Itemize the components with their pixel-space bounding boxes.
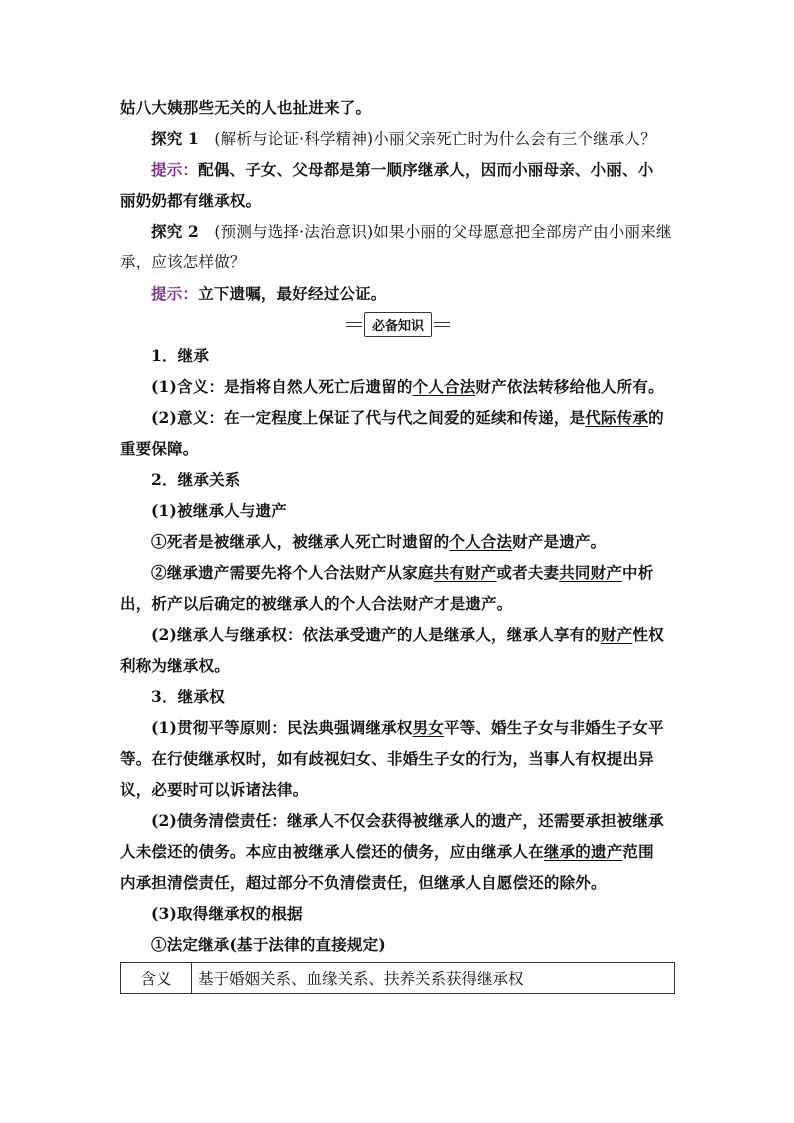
text-line (120, 92, 676, 123)
paragraph-text: 性权 (632, 625, 664, 644)
hint-1-line-1 (120, 154, 676, 185)
paragraph-text: ①法定继承(基于法律的直接规定) (151, 935, 386, 954)
text-line (120, 712, 676, 743)
inquiry-question: (预测与选择·法治意识)如果小丽的父母愿意把全部房产由小丽来继 (214, 223, 672, 241)
paragraph-text: 姑八大姨那些无关的人也扯进来了。 (120, 98, 372, 117)
paragraph-text: 人未偿还的债务。本应由被继承人偿还的债务，应由继承人在 (120, 842, 544, 861)
underlined-term: 男女 (412, 718, 444, 737)
section-heading (120, 464, 676, 495)
inquiry-label: 探究 2 (151, 222, 199, 241)
text-line (120, 433, 676, 464)
inquiry-question: (解析与论证·科学精神)小丽父亲死亡时为什么会有三个继承人？ (214, 130, 656, 148)
banner-label: 必备知识 (364, 312, 432, 337)
hint-text: 立下遗嘱，最好经过公证。 (198, 284, 387, 303)
paragraph-text: (3)取得继承权的根据 (151, 904, 303, 923)
paragraph-text: (1)贯彻平等原则：民法典强调继承权 (151, 718, 413, 737)
section-banner (346, 312, 450, 337)
paragraph-text: (2)债务清偿责任：继承人不仅会获得被继承人的遗产，还需要承担被继承 (151, 811, 664, 830)
underlined-term: 代际传承 (585, 408, 649, 427)
hint-text: 丽奶奶都有继承权。 (120, 191, 262, 210)
paragraph-text: (1)含义：是指将自然人死亡后遗留的 (151, 377, 413, 396)
inquiry-2 (120, 216, 676, 247)
text-line (120, 774, 676, 805)
underlined-term: 共同财产 (559, 563, 623, 582)
text-line (120, 402, 676, 433)
text-line (120, 929, 676, 960)
text-line (120, 805, 676, 836)
paragraph-text: ②继承遗产需要先将个人合法财产从家庭 (151, 563, 434, 582)
paragraph-text: 内承担清偿责任，超过部分不负清偿责任，但继承人自愿偿还的除外。 (120, 873, 607, 892)
banner-rule-right (434, 322, 450, 327)
underlined-term: 财产 (600, 625, 633, 644)
text-line (120, 898, 676, 929)
table-header-cell: 含义 (121, 963, 192, 994)
underlined-term: 继承的遗产 (543, 842, 623, 861)
paragraph-text: 重要保障。 (120, 439, 199, 458)
paragraph-text: 议，必要时可以诉诸法律。 (120, 780, 309, 799)
hint-label: 提示： (151, 160, 199, 179)
hint-1-line-2 (120, 185, 676, 216)
paragraph-text: (2)继承人与继承权：依法承受遗产的人是继承人，继承人享有的 (151, 625, 601, 644)
heading-text: 2．继承关系 (151, 470, 241, 489)
heading-text: 3．继承权 (151, 687, 225, 706)
hint-label: 提示： (151, 284, 199, 303)
inquiry-label: 探究 1 (151, 129, 199, 148)
text-line (120, 526, 676, 557)
text-line (120, 836, 676, 867)
text-line (120, 650, 676, 681)
underlined-term: 个人合法 (412, 377, 476, 396)
section-heading (120, 681, 676, 712)
underlined-term: 个人合法 (449, 532, 513, 551)
paragraph-text: 范围 (622, 842, 654, 861)
hint-text: 配偶、子女、父母都是第一顺序继承人，因而小丽母亲、小丽、小 (198, 160, 654, 179)
text-line (120, 743, 676, 774)
text-line (120, 588, 676, 619)
inquiry-1 (120, 123, 676, 154)
paragraph-text: 财产是遗产。 (512, 532, 607, 551)
section-heading (120, 340, 676, 371)
text-line (120, 619, 676, 650)
text-line (120, 371, 676, 402)
text-line (120, 495, 676, 526)
heading-text: 1．继承 (151, 346, 210, 365)
inquiry-2-cont (120, 247, 676, 278)
paragraph-text: 或者夫妻 (496, 563, 560, 582)
paragraph-text: (2)意义：在一定程度上保证了代与代之间爱的延续和传递，是 (151, 408, 586, 427)
paragraph-text: 中析 (622, 563, 654, 582)
paragraph-text: 财产依法转移给他人所有。 (475, 377, 664, 396)
inquiry-question: 承，应该怎样做？ (120, 253, 246, 271)
table-row (121, 963, 675, 994)
paragraph-text: 平等、婚生子女与非婚生子女平 (443, 718, 664, 737)
text-line (120, 557, 676, 588)
paragraph-text: 的 (648, 408, 664, 427)
hint-2 (120, 278, 676, 309)
paragraph-text: ①死者是被继承人，被继承人死亡时遗留的 (151, 532, 450, 551)
paragraph-text: 等。在行使继承权时，如有歧视妇女、非婚生子女的行为，当事人有权提出异 (120, 749, 654, 768)
text-line (120, 867, 676, 898)
definition-table (120, 962, 675, 994)
paragraph-text: 利称为继承权。 (120, 656, 230, 675)
document-page (120, 92, 676, 994)
paragraph-text: (1)被继承人与遗产 (151, 501, 287, 520)
banner-rule-left (346, 322, 362, 327)
section-banner-row (120, 309, 676, 340)
underlined-term: 共有财产 (433, 563, 497, 582)
table-cell: 基于婚姻关系、血缘关系、扶养关系获得继承权 (192, 963, 675, 994)
paragraph-text: 出，析产以后确定的被继承人的个人合法财产才是遗产。 (120, 594, 513, 613)
